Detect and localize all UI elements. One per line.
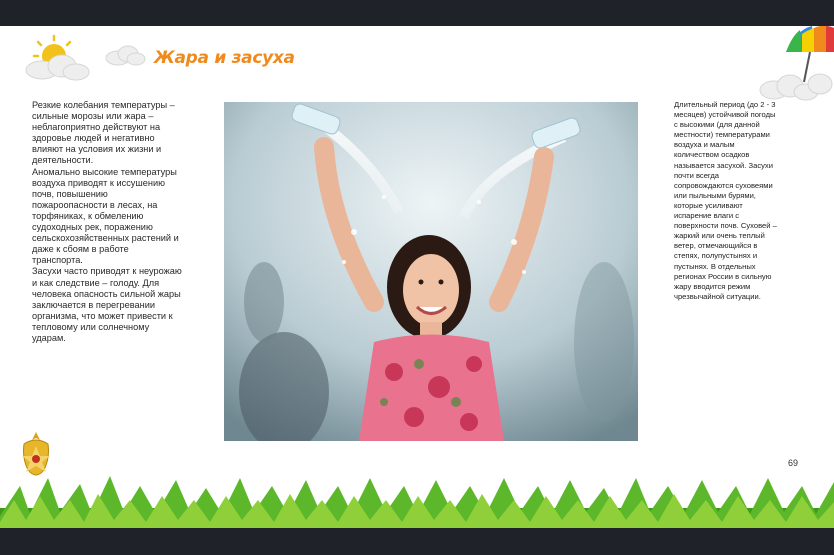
- photo-illustration: [224, 102, 638, 441]
- right-text-column: [674, 100, 778, 302]
- left-paragraph: Засухи часто приводят к неурожаю и как следствие – голоду. Для человека опасность сильной жары заключается в перегревании организма, что может привести к тепловому или солнечному ударам.: [32, 266, 182, 343]
- bottom-frame-bar: [0, 528, 834, 555]
- right-paragraph: Длительный период (до 2 - 3 месяцев) устойчивой погоды с высокими (для данной местности) температурами воздуха и малым количеством осадков называется засухой. Засухи почти всегда сопровождаются суховеями или пыльными бурями, которые усиливают испарение влаги с поверхности почв. Суховей – жаркий или очень теплый ветер, отмечающийся в степях, полупустынях и пустынях. В отдельных регионах России в сильную жару вводится режим чрезвычайной ситуации.: [674, 100, 777, 301]
- page-title: Жара и засуха: [154, 48, 295, 68]
- emergency-emblem-icon: [16, 430, 56, 482]
- book-page: [0, 26, 834, 528]
- left-paragraph: Аномально высокие температуры воздуха приводят к иссушению почв, повышению пожароопасности в лесах, на торфяниках, к обмелению судоходных рек, поражению сельскохозяйственных растений и даже к сбоям в работе транспорта.: [32, 166, 179, 266]
- grass-border: [0, 456, 834, 528]
- left-paragraph: Резкие колебания температуры – сильные морозы или жара – неблагоприятно действуют на здоровье людей и негативно влияют на условия их жизни и деятельности.: [32, 100, 175, 166]
- rainbow-umbrella-clouds-icon: [756, 26, 834, 108]
- page-number: 69: [788, 458, 799, 468]
- photo-woman-splashing-water: [224, 102, 638, 441]
- sun-behind-clouds-icon: [20, 32, 150, 88]
- top-frame-bar: [0, 0, 834, 26]
- left-text-column: [32, 100, 182, 344]
